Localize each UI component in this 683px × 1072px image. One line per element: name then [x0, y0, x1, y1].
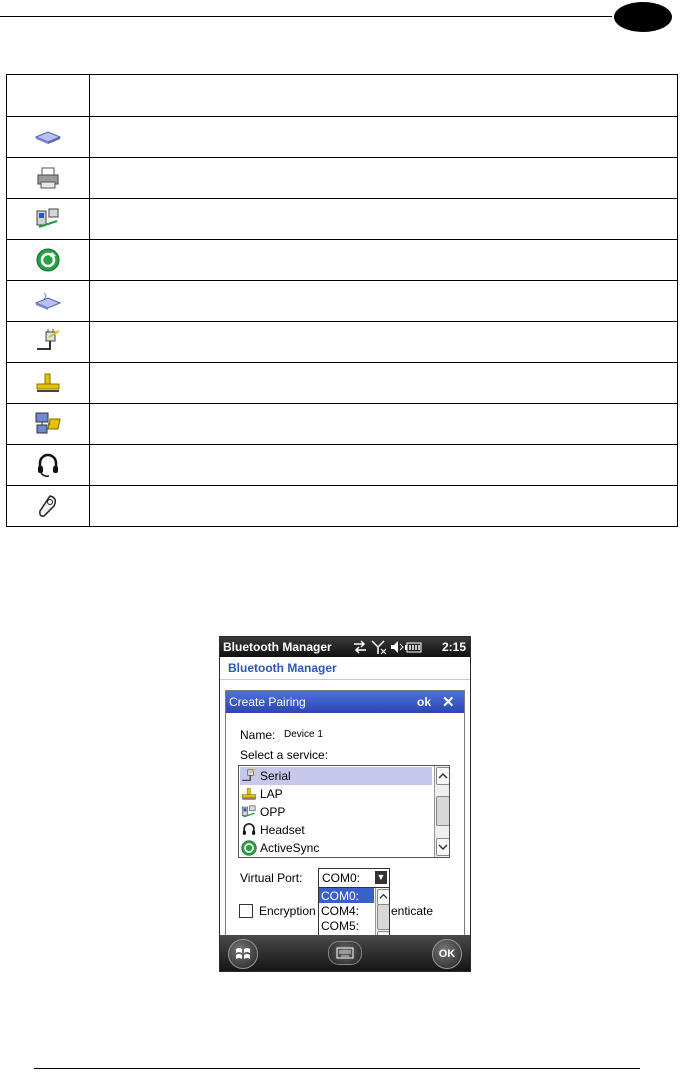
dialog-ok-button[interactable]: ok — [417, 695, 432, 709]
dialog-close-button[interactable]: ✕ — [442, 694, 455, 711]
table-row — [7, 281, 678, 322]
dialog-titlebar — [226, 691, 464, 713]
table-header-cell — [7, 75, 90, 117]
titlebar — [220, 637, 470, 657]
object-push-icon — [35, 207, 61, 231]
authenticate-label: enticate — [391, 904, 434, 918]
table-cell-icon — [7, 281, 90, 322]
table-cell-description — [90, 445, 678, 486]
port-option-label: COM4: — [321, 904, 360, 918]
virtual-port-select[interactable] — [318, 868, 390, 888]
serial-port-plug-icon — [35, 329, 61, 355]
list-item[interactable] — [240, 767, 432, 785]
list-item-label: LAP — [260, 787, 283, 801]
soft-key-bar — [220, 935, 470, 971]
keyboard-button[interactable] — [328, 941, 362, 965]
table-cell-icon — [7, 404, 90, 445]
table-row — [7, 117, 678, 158]
service-listbox[interactable] — [238, 765, 450, 858]
activesync-icon — [241, 840, 257, 856]
table-cell-icon — [7, 117, 90, 158]
select-service-label: Select a service: — [240, 748, 329, 762]
handsfree-earpiece-icon — [36, 493, 60, 519]
table-cell-icon — [7, 486, 90, 527]
port-option[interactable] — [319, 888, 374, 903]
virtual-port-label: Virtual Port: — [240, 871, 303, 885]
port-dropdown-list[interactable] — [318, 887, 390, 942]
table-row — [7, 158, 678, 199]
table-row — [7, 240, 678, 281]
table-cell-description — [90, 281, 678, 322]
port-option[interactable] — [319, 903, 374, 918]
headset-icon — [36, 452, 60, 478]
device-screenshot — [219, 636, 471, 972]
list-item-label: OPP — [260, 805, 286, 819]
windows-logo-icon — [235, 946, 251, 962]
scroll-up-button[interactable] — [436, 767, 450, 785]
chevron-up-icon — [379, 892, 388, 901]
chapter-badge — [614, 2, 672, 32]
table-cell-description — [90, 322, 678, 363]
header-rule — [0, 16, 612, 17]
table-cell-icon — [7, 158, 90, 199]
subtitle-divider — [220, 679, 470, 680]
lan-access-icon — [241, 786, 257, 802]
network-computer-icon — [34, 411, 62, 437]
ok-soft-button[interactable]: OK — [432, 939, 462, 969]
dropdown-arrow-icon[interactable]: ▼ — [376, 872, 386, 882]
table-cell-icon — [7, 199, 90, 240]
scroll-thumb[interactable] — [436, 796, 450, 826]
scroll-down-button[interactable] — [436, 838, 450, 856]
table-cell-description — [90, 158, 678, 199]
bluetooth-icon-table — [6, 74, 678, 527]
table-cell-icon — [7, 240, 90, 281]
wireless-modem-icon — [34, 291, 62, 311]
create-pairing-dialog — [225, 690, 465, 942]
table-cell-description — [90, 363, 678, 404]
headset-icon — [241, 822, 257, 838]
object-push-icon — [241, 804, 257, 820]
serial-port-plug-icon — [241, 768, 257, 784]
keyboard-icon — [336, 947, 354, 959]
virtual-port-value: COM0: — [322, 871, 361, 885]
table-cell-description — [90, 404, 678, 445]
table-cell-icon — [7, 445, 90, 486]
chevron-up-icon — [438, 771, 448, 781]
start-button[interactable] — [228, 939, 258, 969]
port-option-label: COM5: — [321, 919, 360, 933]
table-row — [7, 199, 678, 240]
name-value: Device 1 — [284, 729, 323, 740]
table-cell-description — [90, 486, 678, 527]
table-cell-description — [90, 117, 678, 158]
status-icons — [352, 639, 422, 655]
list-item-label: Serial — [260, 769, 291, 783]
speaker-muted-icon — [391, 641, 403, 653]
list-item-label: Headset — [260, 823, 305, 837]
table-cell-description — [90, 240, 678, 281]
table-cell-icon — [7, 363, 90, 404]
dialog-title: Create Pairing — [229, 695, 306, 709]
list-item-label: ActiveSync — [260, 841, 320, 855]
port-option[interactable] — [319, 918, 374, 933]
encryption-checkbox[interactable] — [239, 904, 253, 918]
table-row — [7, 445, 678, 486]
chevron-down-icon — [438, 842, 448, 852]
footer-rule — [34, 1068, 640, 1069]
table-row — [7, 486, 678, 527]
table-header-cell — [90, 75, 678, 117]
scroll-up-button[interactable] — [377, 889, 390, 905]
table-row — [7, 322, 678, 363]
service-list-scrollbar[interactable] — [434, 766, 450, 857]
port-option-label: COM0: — [321, 889, 360, 903]
lan-access-icon — [35, 372, 61, 394]
app-subtitle: Bluetooth Manager — [228, 661, 337, 675]
table-cell-description — [90, 199, 678, 240]
table-row — [7, 363, 678, 404]
list-item[interactable] — [240, 839, 432, 857]
table-cell-icon — [7, 322, 90, 363]
modem-device-icon — [34, 129, 62, 145]
no-signal-icon — [372, 641, 386, 654]
scroll-thumb[interactable] — [377, 904, 390, 930]
sync-arrows-icon — [354, 641, 366, 653]
name-label: Name: — [240, 728, 276, 742]
activesync-icon — [36, 248, 60, 272]
encryption-label: Encryption — [259, 904, 316, 918]
list-item[interactable] — [240, 821, 432, 839]
port-list-scrollbar[interactable] — [375, 888, 390, 942]
titlebar-app-name: Bluetooth Manager — [223, 640, 332, 654]
printer-icon — [36, 166, 60, 190]
battery-icon — [405, 643, 421, 652]
list-item[interactable] — [240, 785, 432, 803]
table-header-row — [7, 75, 678, 117]
table-row — [7, 404, 678, 445]
list-item[interactable] — [240, 803, 432, 821]
titlebar-clock: 2:15 — [441, 640, 466, 654]
